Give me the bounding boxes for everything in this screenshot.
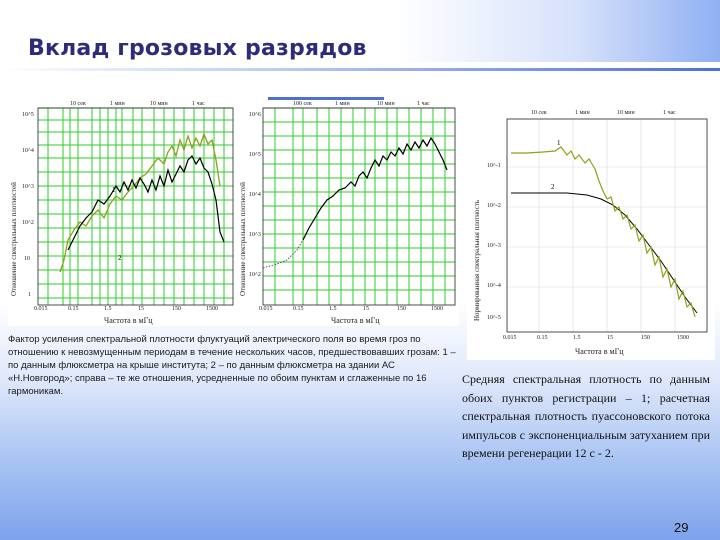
graph-right-curve-label-2: 2 [551,183,555,191]
graph-middle-top-tick: 1 мин [335,101,350,107]
graph-middle-x-tick: 1.5 [329,306,337,312]
graph-middle-y-tick: 10^5 [249,152,261,158]
graph-right-grid [507,119,707,332]
graph-left-x-tick: 1.5 [104,306,112,312]
graph-middle-y-tick: 10^3 [249,232,261,238]
graph-right-y-tick: 10^-2 [487,203,501,209]
graph-right-x-axis-label: Частота в мГц [575,347,624,356]
graph-left-y-tick: 10 [24,256,30,262]
page-number: 29 [674,520,689,535]
graph-middle-y-axis-title: Отношение спектральных плотностей [239,182,247,296]
graph-left-x-tick: 0.015 [34,306,48,312]
graph-left-curve-1 [68,156,224,250]
graph-left-top-tick: 10 мин [150,101,168,107]
graph-right [467,107,715,360]
graph-middle-x-tick: 0.15 [293,306,304,312]
graph-left-x-tick: 150 [172,306,181,312]
graph-left-x-tick: 15 [138,306,144,312]
graph-right-x-tick: 0.15 [537,335,548,341]
graph-left [8,100,237,326]
graph-middle-top-tick: 1 час [417,101,430,107]
graph-right-y-tick: 10^-5 [487,315,501,321]
graph-middle-grid [263,108,455,305]
graph-right-x-tick: 0.015 [503,335,517,341]
graph-middle-x-tick: 0.015 [259,306,273,312]
graph-middle-top-tick: 100 сек [293,101,312,107]
graph-middle-y-tick: 10^4 [249,192,261,198]
graph-right-y-tick: 10^-4 [487,283,501,289]
graph-left-x-tick: 1500 [206,306,218,312]
graph-right-x-tick: 1500 [677,335,689,341]
graph-middle-x-tick: 15 [363,306,369,312]
caption-left: Фактор усиления спектральной плотности флуктуаций электрического поля во время гроз по отношению к невозмущенным периодам в течение нескольких часов, предшествовавших грозам: 1 – по данным флюксметра на крыше института; 2 – по данным флюксметра на здании АС «Н.Новгород»; справа – те же отношения, усредненные по обоим пунктам и сглаженные по 16 гармоникам. [8,334,456,397]
graph-middle [237,100,459,326]
graph-middle-y-tick: 10^6 [249,112,261,118]
graph-middle-x-axis-label: Частота в мГц [331,316,380,325]
graph-middle-curve-dotted [263,240,303,268]
graph-left-y-tick: 10^4 [22,148,34,154]
graph-right-curve-label-1: 1 [557,139,561,147]
title-underline [0,68,720,71]
graph-right-top-tick: 1 мин [575,110,590,116]
graph-right-top-tick: 1 час [663,110,676,116]
graph-middle-y-tick: 10^2 [249,272,261,278]
graph-right-curve-1 [511,147,695,317]
graph-middle-x-tick: 150 [397,306,406,312]
graph-left-y-tick: 10^2 [22,220,34,226]
graph-left-y-tick: 10^3 [22,184,34,190]
graph-middle-x-tick: 1500 [431,306,443,312]
graph-left-curve-2 [60,134,220,272]
graph-right-y-axis-title: Нормированная спектральная плотность [473,199,481,321]
graph-right-x-tick: 150 [641,335,650,341]
graph-left-grid [38,108,233,305]
graph-right-y-tick: 10^-1 [487,163,501,169]
graph-left-x-axis-label: Частота в мГц [104,316,153,325]
graph-left-y-tick: 10^5 [22,112,34,118]
graph-left-x-tick: 0.15 [68,306,79,312]
graph-left-plot [8,100,237,326]
caption-right: Средняя спектральная плотность по данным обоих пунктов регистрации – 1; расчетная спектральная плотность пуассоновского потока импульсов с экспоненциальным затуханием при времени регенерации 12 с - 2. [462,372,710,460]
graph-left-curve-label-1: 1 [112,186,116,194]
graph-right-x-tick: 1.5 [573,335,581,341]
graph-right-top-tick: 10 мин [617,110,635,116]
graph-middle-plot [237,100,459,326]
graph-left-top-tick: 10 сек [70,101,86,107]
graph-left-top-tick: 1 час [192,101,205,107]
slide-title: Вклад грозовых разрядов [28,36,367,61]
graph-middle-top-tick: 10 мин [377,101,395,107]
graph-right-y-tick: 10^-3 [487,243,501,249]
graph-right-top-tick: 10 сек [531,110,547,116]
graph-left-y-axis-title: Отношение спектральных плотностей [10,182,18,296]
graph-left-curve-label-2: 2 [118,254,122,262]
graph-left-top-tick: 1 мин [110,101,125,107]
graph-left-y-tick: 1 [28,292,31,298]
graph-right-plot [467,107,715,360]
graph-right-x-tick: 15 [607,335,613,341]
